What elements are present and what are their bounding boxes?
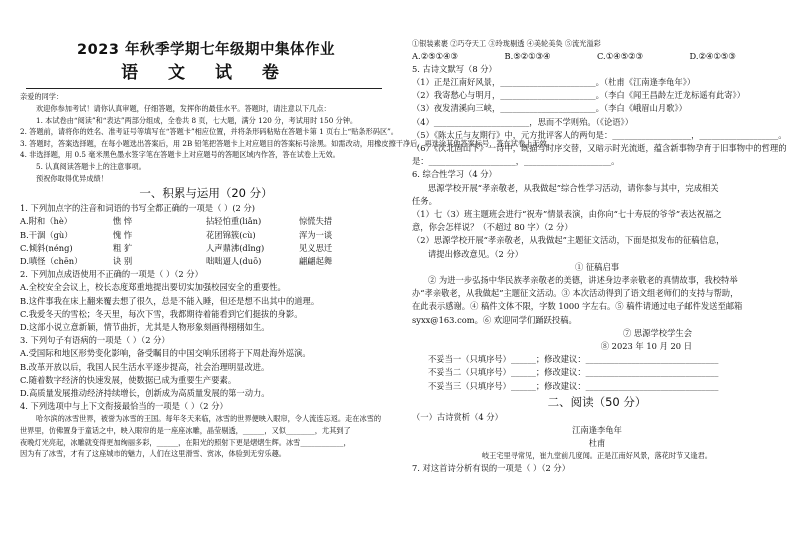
poem-title: 江南逢李龟年 (572, 425, 622, 436)
subject-title: 语 文 试 卷 (121, 63, 291, 84)
notice-line: 2. 答题前，请将你的姓名、准考证号等填写在“答题卡”相应位置，并将条形码粘贴在答题卡第 1 页右上“贴条形码区”。 (20, 127, 398, 137)
notice-line: 5. 认真阅读答题卡上的注意事项。 (36, 161, 146, 171)
poem-author: 杜甫 (588, 438, 606, 449)
q4-answer-option: B.⑤②①③④ (504, 50, 551, 61)
exam-title: 2023 年秋季学期七年级期中集体作业 (77, 42, 335, 58)
section-title-accumulation: 一、积累与运用（20 分） (139, 186, 273, 201)
q6-intro-line: 任务。 (412, 195, 437, 206)
question-7-stem: 7. 对这首诗分析有误的一项是（ ）（2 分） (412, 463, 571, 474)
question-2-stem: 2. 下列加点成语使用不正确的一项是（ ）（2 分） (20, 269, 203, 280)
question-5-stem: 5. 古诗文默写（8 分） (412, 63, 497, 74)
q1-cell: 诀 别 (113, 255, 133, 266)
notice-line: 4. 非选择题，用 0.5 毫米黑色墨水签字笔在答题卡上对应题号的答题区域内作答，答在试卷上无效。 (20, 150, 340, 160)
edit-line: 不妥当三（只填序号）______；修改建议：________________________________ (428, 380, 719, 391)
q5-line: （1）正是江南好风景，_______________________。（杜甫《江南逢李龟年》） (412, 77, 696, 87)
q5-line: （5）《陈太丘与友期行》中，元方批评客人的两句是：___________________，___________________。 (412, 129, 787, 140)
q1-option-row (20, 242, 392, 255)
q1-cell: 见义思迁 (299, 242, 333, 253)
q4-answer-options (412, 50, 782, 63)
poem-text: 岐王宅里寻常见，崔九堂前几度闻。正是江南好风景，落花时节又逢君。 (481, 451, 712, 461)
notice-line: 欢迎你参加考试！请你认真审题，仔细答题，发挥你的最佳水平。答题时，请注意以下几点： (36, 104, 331, 113)
q4-passage-line: 因为有了冰雪，才有了这座城市的魅力，人们在这里滑雪、赏冰，体验到无穷乐趣。 (20, 449, 286, 459)
q4-passage-line: 夜晚灯光亮起，冰雕就变得更加绚丽多彩，______，在阳光的照射下更是熠熠生辉。冰雪____________， (20, 437, 351, 447)
question-6-stem: 6. 综合性学习（4 分） (412, 169, 497, 180)
q5-line: 是：_____________________，_____________________。 (412, 156, 620, 167)
notice-body-line: ② 为进一步弘扬中华民族孝亲敬老的美德，讲述身边孝亲敬老的真情故事，我校特举 (428, 275, 738, 286)
q1-cell: 咄咄逼人(duō) (206, 255, 262, 266)
q1-cell: 浑为一谈 (299, 229, 333, 240)
q6-part1-line: （1）七（3）班主题班会进行“祝寿”情景表演，由你向“七十寿辰的爷爷”表达祝福之 (412, 209, 722, 220)
q2-option: B.这件事我在床上翻来覆去想了很久，总是不能入睡，但还是想不出其中的道理。 (20, 295, 320, 306)
notice-line: 3. 答题时，答案选择题，在每小题选出答案后，用 2B 铅笔把答题卡上对应题目的答案标号涂黑。如需改动，用橡皮擦干净后，再选涂其他答案标号，答在试卷上无效。 (20, 138, 554, 148)
notice-line: 预祝你取得优异成绩！ (36, 173, 108, 183)
notice-line: 1. 本试卷由“阅读”和“表达”两部分组成，全卷共 8 页，七大题，满分 120 分，考试用时 150 分钟。 (36, 115, 358, 125)
notice-body-line: 在此表示感谢。④ 稿件文体不限，字数 1000 字左右。⑤ 稿件请通过电子邮件发送至邮箱 (412, 301, 743, 312)
q1-cell: 粗 犷 (113, 242, 133, 253)
question-3-stem: 3. 下列句子有语病的一项是（ ）（2 分） (20, 335, 170, 346)
q1-cell: 翩翩起舞 (299, 255, 333, 266)
q1-option-row (20, 255, 392, 268)
q3-option: C.随着数字经济的快速发展，使数据已成为重要生产要素。 (20, 374, 237, 385)
q4-passage-line: 哈尔滨的冰雪世界，被誉为冰雪的王国。每年冬天来临，冰雪的世界便映入眼帘，令人流连忘返。走在冰雪的 (36, 414, 382, 424)
q4-passage-line: 世界里，仿佛置身于童话之中，映入眼帘的是一座座冰雕，晶莹剔透，______，又似________，尤其到了 (20, 426, 351, 435)
q6-part2-line: （2）思源学校开展“孝亲敬老，从我做起”主题征文活动，下面是拟发布的征稿信息， (412, 235, 725, 246)
q1-cell: B.干涸（gù） (20, 229, 73, 240)
q4-phrase-list: ①银装素裹 ②巧夺天工 ③玲珑剔透 ④美轮美奂 ⑤流光溢彩 (412, 39, 601, 48)
notice-title: ① 征稿启事 (574, 261, 620, 272)
q4-answer-option: A.②⑤①④③ (412, 50, 458, 61)
q4-answer-option: D.②④①⑤③ (689, 50, 736, 61)
q3-option: B.改革开放以后，我国人民生活水平逐步提高，社会治理明显改进。 (20, 361, 270, 372)
header-divider (26, 88, 382, 89)
q5-line: （3）夜发清溪向三峡，_______________________。（李白《峨眉山月歌》） (412, 103, 687, 114)
q1-option-row (20, 229, 392, 242)
subsection-title: （一）古诗赏析（4 分） (412, 411, 503, 422)
q1-option-row (20, 215, 392, 228)
q2-option: D.这部小说立意新颖，情节曲折，尤其是人物形象刻画得栩栩如生。 (20, 321, 270, 332)
q6-part2-line: 请提出修改意见。（2 分） (428, 248, 524, 259)
q1-cell: 拈轻怕重(liǎn) (206, 216, 262, 227)
q3-option: A.受国际和地区形势变化影响，备受瞩目的中国交响乐团将于下周赴海外巡演。 (20, 348, 311, 359)
notice-body-line: 办“孝亲敬老，从我做起”主题征文活动。③ 本次活动得到了语文组老师们的支持与帮助， (412, 288, 739, 299)
section-title-reading: 二、阅读（50 分） (547, 394, 647, 409)
q1-cell: 愧 怍 (113, 229, 133, 240)
q1-cell: 人声鼎沸(dǐng) (206, 242, 265, 253)
notice-body-line: syxx@163.com。⑥ 欢迎同学们踊跃投稿。 (412, 314, 577, 325)
question-1-stem: 1. 下列加点字的注音和词语的书写全都正确的一项是（ ）(2 分) (20, 203, 256, 214)
q2-option: A.全校安全会议上，校长态度郑重地提出要切实加强校园安全的重要性。 (20, 282, 286, 293)
q1-cell: 憔 悴 (113, 216, 133, 227)
q2-option: C.我爱冬天的雪松；冬天里，每次下雪，我都期待着能看到它们挺拔的身影。 (20, 308, 303, 319)
q4-answer-option: C.①④⑤②③ (597, 50, 643, 61)
notice-line: 亲爱的同学： (20, 92, 64, 102)
q5-line: （4）_______________________，思而不学则殆。（《论语》） (412, 116, 633, 127)
q1-cell: 惊慌失措 (299, 216, 333, 227)
notice-signature: ⑦ 思源学校学生会 (622, 327, 692, 338)
q6-intro-line: 思源学校开展“孝亲敬老，从我做起”综合性学习活动，请你参与其中，完成相关 (428, 182, 719, 193)
right-column (412, 0, 787, 560)
edit-line: 不妥当一（只填序号）______；修改建议：________________________________ (428, 354, 719, 365)
q1-cell: C.倾斜(néng) (20, 242, 73, 253)
q1-cell: 花团锦簇(cù) (206, 229, 256, 240)
q1-cell: A.附和（hè） (20, 216, 73, 227)
q1-cell: D.嗔怪（chēn） (20, 255, 83, 266)
edit-line: 不妥当二（只填序号）______；修改建议：________________________________ (428, 367, 719, 378)
question-4-stem: 4. 下列选项中与上下文衔接最恰当的一项是（ ）（2 分） (20, 401, 228, 412)
notice-date: ⑧ 2023 年 10 月 20 日 (600, 341, 692, 352)
q5-line: （6）《次北固山下》一诗中，既描写时序交替，又暗示时光流逝，蕴含新事物孕育于旧事物中的哲理的 (412, 143, 787, 154)
q6-part1-line: 意，你会怎样说？（不超过 80 字）（2 分） (412, 222, 573, 233)
q5-line: （2）我寄愁心与明月，_______________________。（李白《闻王昌龄左迁龙标遥有此寄》） (412, 90, 746, 101)
q3-option: D.高质量发展推动经济持续增长，创新成为高质量发展的第一动力。 (20, 388, 270, 398)
